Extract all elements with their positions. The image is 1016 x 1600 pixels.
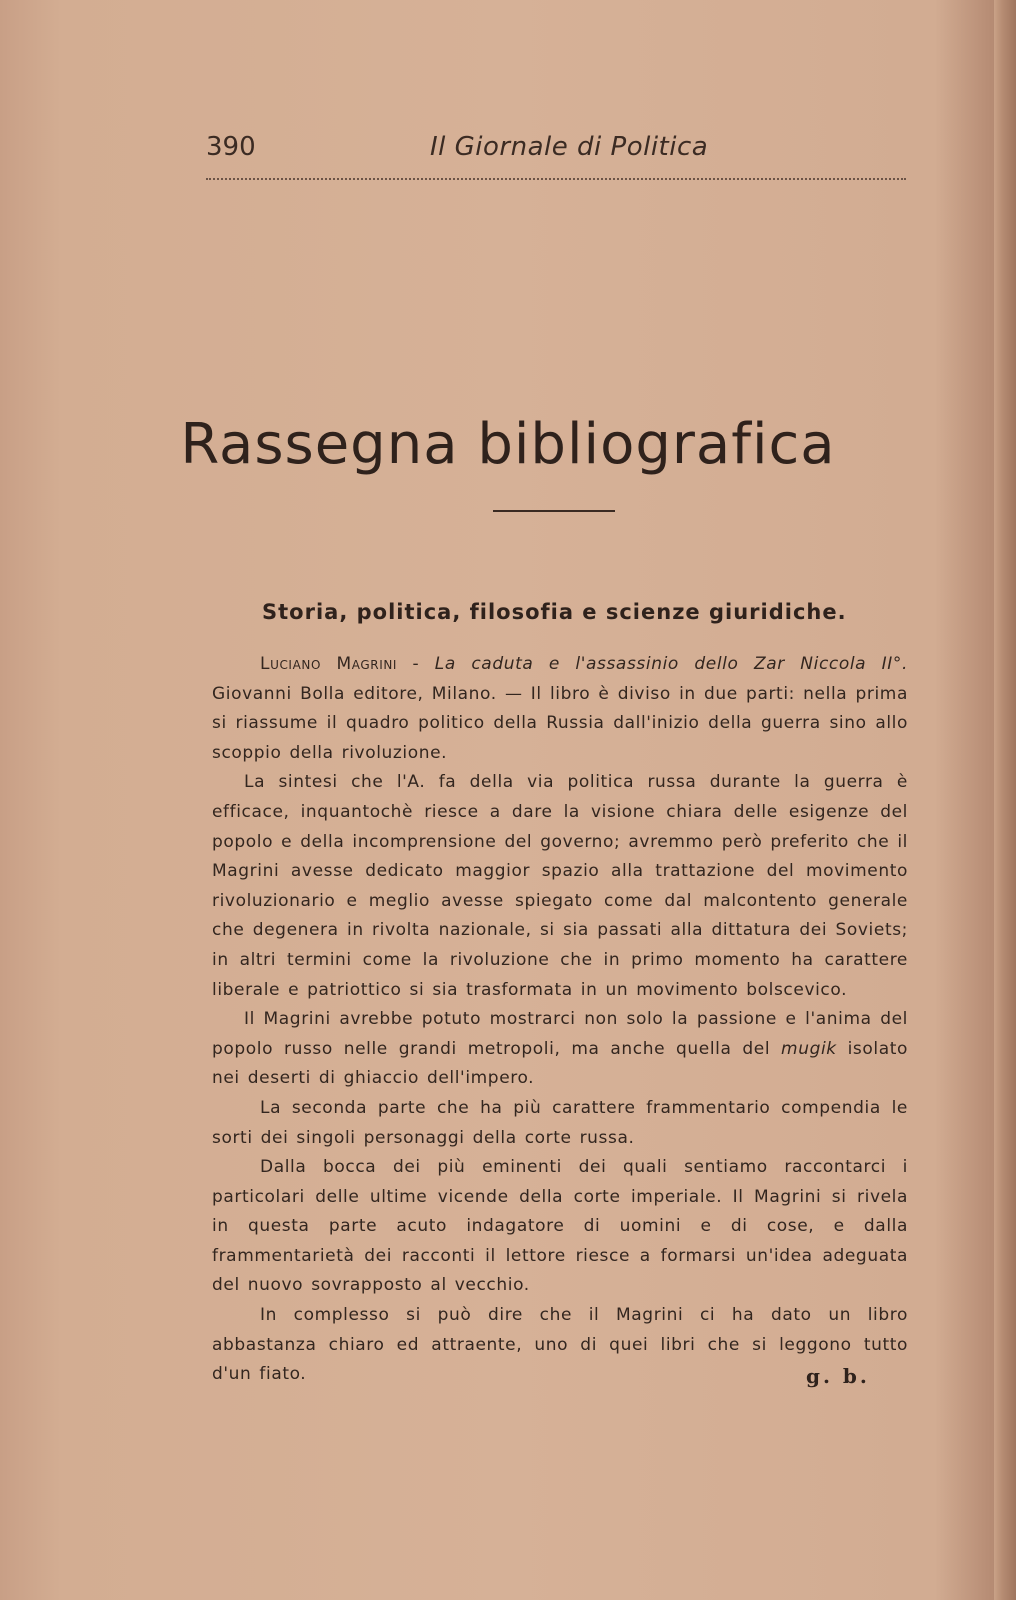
page-edge bbox=[994, 0, 1016, 1600]
subsection-heading: Storia, politica, filosofia e scienze giuridiche. bbox=[262, 600, 847, 624]
heading-divider bbox=[493, 510, 615, 512]
review-body bbox=[212, 650, 908, 1390]
review-paragraph-4: La seconda parte che ha più carattere frammentario compendia le sorti dei singoli personaggi della corte russa. bbox=[212, 1097, 908, 1148]
review-paragraph-1-text: Giovanni Bolla editore, Milano. — Il libro è diviso in due parti: nella prima si riassume il quadro politico della Russia dall'inizio della guerra sino allo scoppio della rivoluzione. bbox=[212, 683, 908, 763]
italic-term: mugik bbox=[781, 1038, 837, 1059]
review-paragraph-2: La sintesi che l'A. fa della via politica russa durante la guerra è efficace, inquantochè riesce a dare la visione chiara delle esigenze del popolo e della incomprensione del governo; avremmo però preferito che il Magrini avesse dedicato maggior spazio alla trattazione del movimento rivoluzionario e meglio avesse spiegato come dal malcontento generale che degenera in rivolta nazionale, si sia passati alla dittatura dei Soviets; in altri termini come la rivoluzione che in primo momento ha carattere liberale e patriottico si sia trasformata in un movimento bolscevico. bbox=[212, 772, 908, 1000]
header-divider bbox=[206, 178, 906, 180]
running-header bbox=[206, 132, 906, 168]
review-paragraph-6: In complesso si può dire che il Magrini ci ha dato un libro abbastanza chiaro ed attraente, uno di quei libri che si leggono tutto d'un fiato. bbox=[212, 1305, 908, 1385]
reviewer-initials: g. b. bbox=[806, 1364, 870, 1388]
section-heading: Rassegna bibliografica bbox=[180, 412, 836, 477]
review-paragraph-3-text-a: Il Magrini avrebbe potuto mostrarci non solo la passione e l'anima del popolo russo nelle grandi metropoli, ma anche quella del bbox=[212, 1009, 908, 1059]
book-title: La caduta e l'assassinio dello Zar Niccola II°. bbox=[434, 654, 908, 674]
review-paragraph-1 bbox=[212, 650, 908, 768]
journal-title: Il Giornale di Politica bbox=[430, 132, 709, 162]
review-paragraph-5: Dalla bocca dei più eminenti dei quali sentiamo raccontarci i particolari delle ultime vicende della corte imperiale. Il Magrini si rivela in questa parte acuto indagatore di uomini e di cose, e dalla frammentarietà dei racconti il lettore riesce a formarsi un'idea adeguata del nuovo sovrapposto al vecchio. bbox=[212, 1157, 908, 1296]
review-paragraph-3-text-b: isolato nei deserti di ghiaccio dell'impero. bbox=[212, 1038, 908, 1089]
review-author: Luciano Magrini bbox=[260, 654, 398, 674]
author-separator: - bbox=[397, 654, 435, 674]
review-paragraph-3 bbox=[212, 1005, 908, 1094]
page-number: 390 bbox=[206, 132, 256, 162]
